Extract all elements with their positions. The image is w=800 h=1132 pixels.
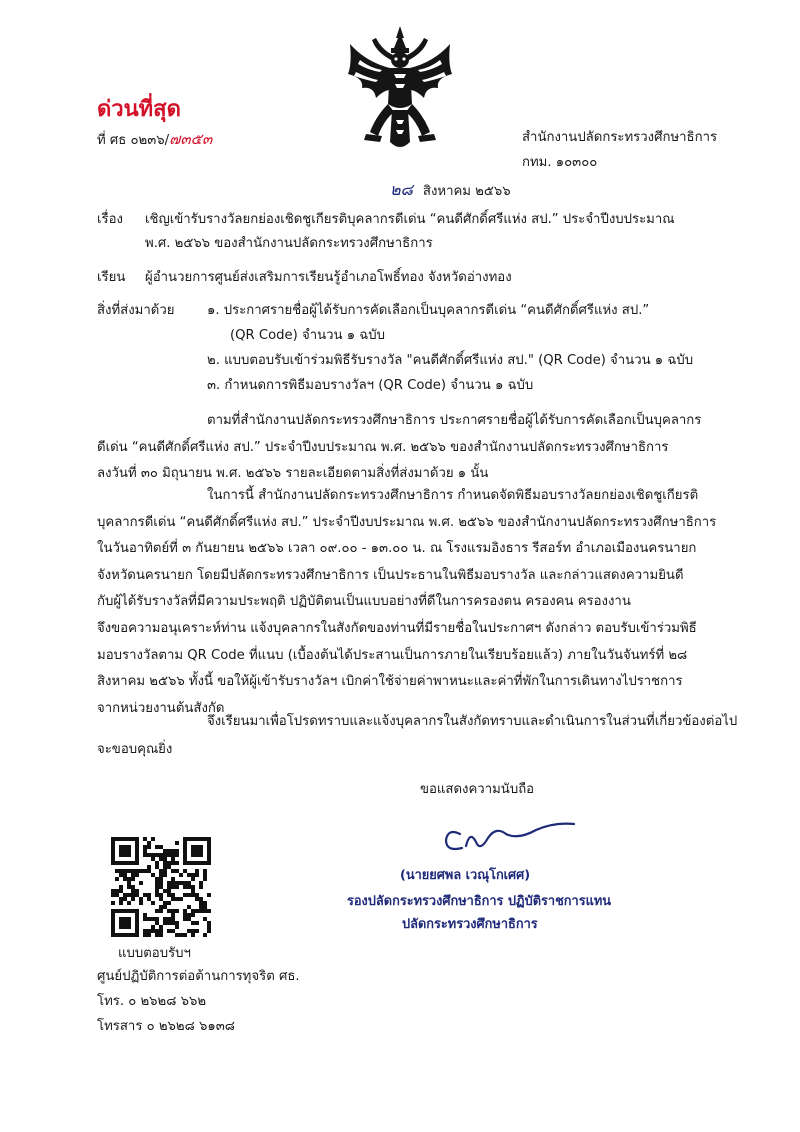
paragraph-2 xyxy=(97,483,717,722)
paragraph-3-line: จะขอบคุณยิ่ง xyxy=(97,742,173,757)
document-date xyxy=(390,180,511,200)
recipient-value: ผู้อำนวยการศูนย์ส่งเสริมการเรียนรู้อำเภอโพธิ์ทอง จังหวัดอ่างทอง xyxy=(145,270,512,285)
paragraph-2-line: จากหน่วยงานต้นสังกัด xyxy=(97,700,225,716)
recipient-label: เรียน xyxy=(97,270,126,285)
paragraph-1 xyxy=(97,408,713,488)
paragraph-1-line: ดีเด่น “คนดีศักดิ์ศรีแห่ง สป.” ประจำปีงบประมาณ พ.ศ. ๒๕๖๖ ของสำนักงานปลัดกระทรวงศึกษาธิการ xyxy=(97,439,669,455)
qr-code[interactable] xyxy=(111,837,211,937)
contact-phone: โทร. ๐ ๒๖๒๘ ๖๖๒ xyxy=(97,994,207,1009)
enclosure-item-3: ๓. กำหนดการพิธีมอบรางวัลฯ (QR Code) จำนวน ๑ ฉบับ xyxy=(207,378,534,393)
enclosure-item-1: ๑. ประกาศรายชื่อผู้ได้รับการคัดเลือกเป็นบุคลากรดีเด่น “คนดีศักดิ์ศรีแห่ง สป.” xyxy=(207,303,650,318)
reference-handwritten: ๗๓๕๓ xyxy=(169,130,213,148)
paragraph-2-line: จังหวัดนครนายก โดยมีปลัดกระทรวงศึกษาธิการ เป็นประธานในพิธีมอบรางวัล และกล่าวแสดงความยินดี xyxy=(97,567,684,583)
subject-line-2: พ.ศ. ๒๕๖๖ ของสำนักงานปลัดกระทรวงศึกษาธิการ xyxy=(145,236,433,251)
reference-prefix: ที่ ศธ ๐๒๓๖/ xyxy=(97,133,170,148)
paragraph-2-line: มอบรางวัลตาม QR Code ที่แนบ (เบื้องต้นได้ประสานเป็นการภายในเรียบร้อยแล้ว) ภายในวันจันทร์ที่ ๒๘ xyxy=(97,647,688,663)
paragraph-3 xyxy=(97,708,738,764)
signer-title-2: ปลัดกระทรวงศึกษาธิการ xyxy=(402,917,538,932)
signature xyxy=(440,812,580,862)
paragraph-1-line: ลงวันที่ ๓๐ มิถุนายน พ.ศ. ๒๕๖๖ รายละเอียดตามสิ่งที่ส่งมาด้วย ๑ นั้น xyxy=(97,466,489,482)
contact-fax: โทรสาร ๐ ๒๖๒๘ ๖๑๓๘ xyxy=(97,1019,235,1034)
enclosures-label: สิ่งที่ส่งมาด้วย xyxy=(97,303,175,318)
signer-name: (นายยศพล เวณุโกเศศ) xyxy=(400,868,531,883)
paragraph-2-line: จึงขอความอนุเคราะห์ท่าน แจ้งบุคลากรในสังกัดของท่านที่มีรายชื่อในประกาศฯ ดังกล่าว ตอบรับเข้าร่วมพิธี xyxy=(97,620,697,636)
urgency-stamp: ด่วนที่สุด xyxy=(97,97,181,122)
subject-line-1: เชิญเข้ารับรางวัลยกย่องเชิดชูเกียรติบุคลากรดีเด่น “คนดีศักดิ์ศรีแห่ง สป.” ประจำปีงบประมาณ xyxy=(145,212,675,227)
contact-unit: ศูนย์ปฏิบัติการต่อต้านการทุจริต ศธ. xyxy=(97,969,300,984)
reference-number xyxy=(97,130,212,149)
garuda-emblem xyxy=(346,24,454,156)
agency-name: สำนักงานปลัดกระทรวงศึกษาธิการ xyxy=(522,130,718,145)
paragraph-2-line: สิงหาคม ๒๕๖๖ ทั้งนี้ ขอให้ผู้เข้ารับรางวัลฯ เบิกค่าใช้จ่ายค่าพาหนะและค่าที่พักในการเดินทางไปราชการ xyxy=(97,674,683,690)
enclosure-item-2: ๒. แบบตอบรับเข้าร่วมพิธีรับรางวัล "คนดีศักดิ์ศรีแห่ง สป." (QR Code) จำนวน ๑ ฉบับ xyxy=(207,353,694,368)
agency-postcode: กทม. ๑๐๓๐๐ xyxy=(522,155,598,170)
qr-caption: แบบตอบรับฯ xyxy=(118,946,191,961)
closing-phrase: ขอแสดงความนับถือ xyxy=(420,782,535,797)
paragraph-2-line: ในวันอาทิตย์ที่ ๓ กันยายน ๒๕๖๖ เวลา ๐๙.๐๐ - ๑๓.๐๐ น. ณ โรงแรมอิงธาร รีสอร์ท อำเภอเมืองนครนายก xyxy=(97,541,697,557)
subject-label: เรื่อง xyxy=(97,212,123,227)
enclosure-item-1-cont: (QR Code) จำนวน ๑ ฉบับ xyxy=(230,328,386,343)
paragraph-2-line: กับผู้ได้รับรางวัลที่มีความประพฤติ ปฏิบัติตนเป็นแบบอย่างที่ดีในการครองตน ครองคน ครองงาน xyxy=(97,594,631,610)
paragraph-1-line: ตามที่สำนักงานปลัดกระทรวงศึกษาธิการ ประกาศรายชื่อผู้ได้รับการคัดเลือกเป็นบุคลากร xyxy=(207,413,702,428)
date-month-year: สิงหาคม ๒๕๖๖ xyxy=(422,184,511,199)
paragraph-3-line: จึงเรียนมาเพื่อโปรดทราบและแจ้งบุคลากรในสังกัดทราบและดำเนินการในส่วนที่เกี่ยวข้องต่อไป xyxy=(207,714,738,729)
date-day: ๒๘ xyxy=(390,180,413,199)
paragraph-2-line: ในการนี้ สำนักงานปลัดกระทรวงศึกษาธิการ กำหนดจัดพิธีมอบรางวัลยกย่องเชิดชูเกียรติ xyxy=(207,488,699,503)
paragraph-2-line: บุคลากรดีเด่น “คนดีศักดิ์ศรีแห่ง สป.” ประจำปีงบประมาณ พ.ศ. ๒๕๖๖ ของสำนักงานปลัดกระทรวงศึกษาธิการ xyxy=(97,514,717,530)
signer-title-1: รองปลัดกระทรวงศึกษาธิการ ปฏิบัติราชการแทน xyxy=(347,894,612,909)
